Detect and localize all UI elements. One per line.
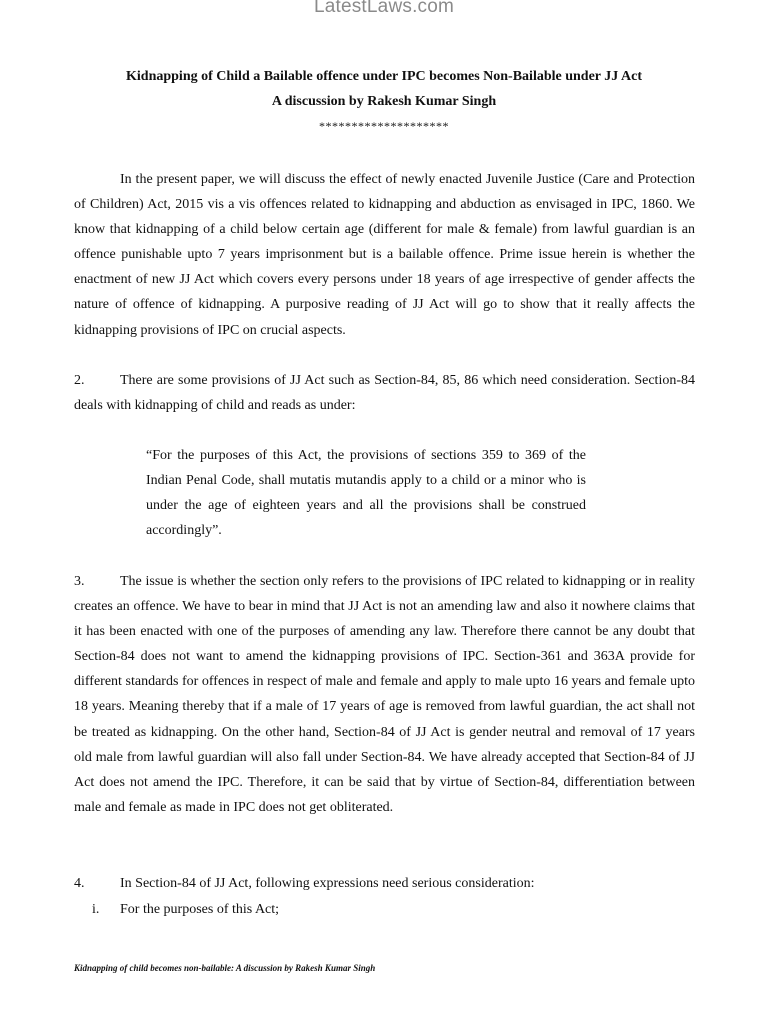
- list-item-number: i.: [92, 902, 100, 917]
- paragraph-text: The issue is whether the section only refers to the provisions of IPC related to kidnapping or in reality creates an offence. We have to bear in mind that JJ Act is not an amending law and also it nowhere claims that it has been enacted with one of the purposes of amending any law. Therefore there cannot be any doubt that Section-84 does not want to amend the kidnapping provisions of IPC. Section-361 and 363A provide for different standards for offences in respect of male and female and apply to male upto 16 years and female upto 18 years. Meaning thereby that if a male of 17 years of age is removed from lawful guardian, the act shall not be treated as kidnapping. On the other hand, Section-84 of JJ Act is gender neutral and removal of 17 years old male from lawful guardian will also fall under Section-84. We have already accepted that Section-84 of JJ Act does not amend the IPC. Therefore, it can be said that by virtue of Section-84, differentiation between male and female as made in IPC does not get obliterated.: [74, 574, 695, 815]
- paragraph-text: In Section-84 of JJ Act, following expressions need serious consideration:: [120, 876, 535, 891]
- list-item-text: For the purposes of this Act;: [120, 902, 280, 917]
- document-subtitle: A discussion by Rakesh Kumar Singh: [271, 94, 497, 109]
- paragraph-number: 3.: [74, 574, 85, 589]
- site-watermark: LatestLaws.com: [313, 0, 455, 17]
- paragraph-2: [74, 368, 695, 418]
- paragraph-number: 2.: [74, 373, 85, 388]
- section-84-quote: “For the purposes of this Act, the provisions of sections 359 to 369 of the Indian Penal Code, shall mutatis mutandis apply to a child or a minor who is under the age of eighteen years and all the provisions shall be construed accordingly”.: [146, 448, 586, 539]
- paragraph-3: [74, 569, 695, 820]
- document-title: Kidnapping of Child a Bailable offence under IPC becomes Non-Bailable under JJ Act: [126, 69, 642, 84]
- paragraph-number: 4.: [74, 876, 85, 891]
- page-footer: Kidnapping of child becomes non-bailable: A discussion by Rakesh Kumar Singh: [74, 963, 376, 973]
- paragraph-text: There are some provisions of JJ Act such as Section-84, 85, 86 which need consideration. Section-84 deals with kidnapping of child and reads as under:: [74, 373, 695, 414]
- paragraph-1: In the present paper, we will discuss the effect of newly enacted Juvenile Justice (Care and Protection of Children) Act, 2015 vis a vis offences related to kidnapping and abduction as envisaged in IPC, 1860. We know that kidnapping of a child below certain age (different for male & female) from lawful guardian is an offence punishable upto 7 years imprisonment but is a bailable offence. Prime issue herein is whether the enactment of new JJ Act which covers every persons under 18 years of age irrespective of gender affects the nature of offence of kidnapping. A purposive reading of JJ Act will go to show that it really affects the kidnapping provisions of IPC on crucial aspects.: [74, 172, 695, 338]
- paragraph-4: [74, 871, 695, 896]
- list-item: [92, 897, 279, 922]
- title-separator: ********************: [319, 119, 449, 133]
